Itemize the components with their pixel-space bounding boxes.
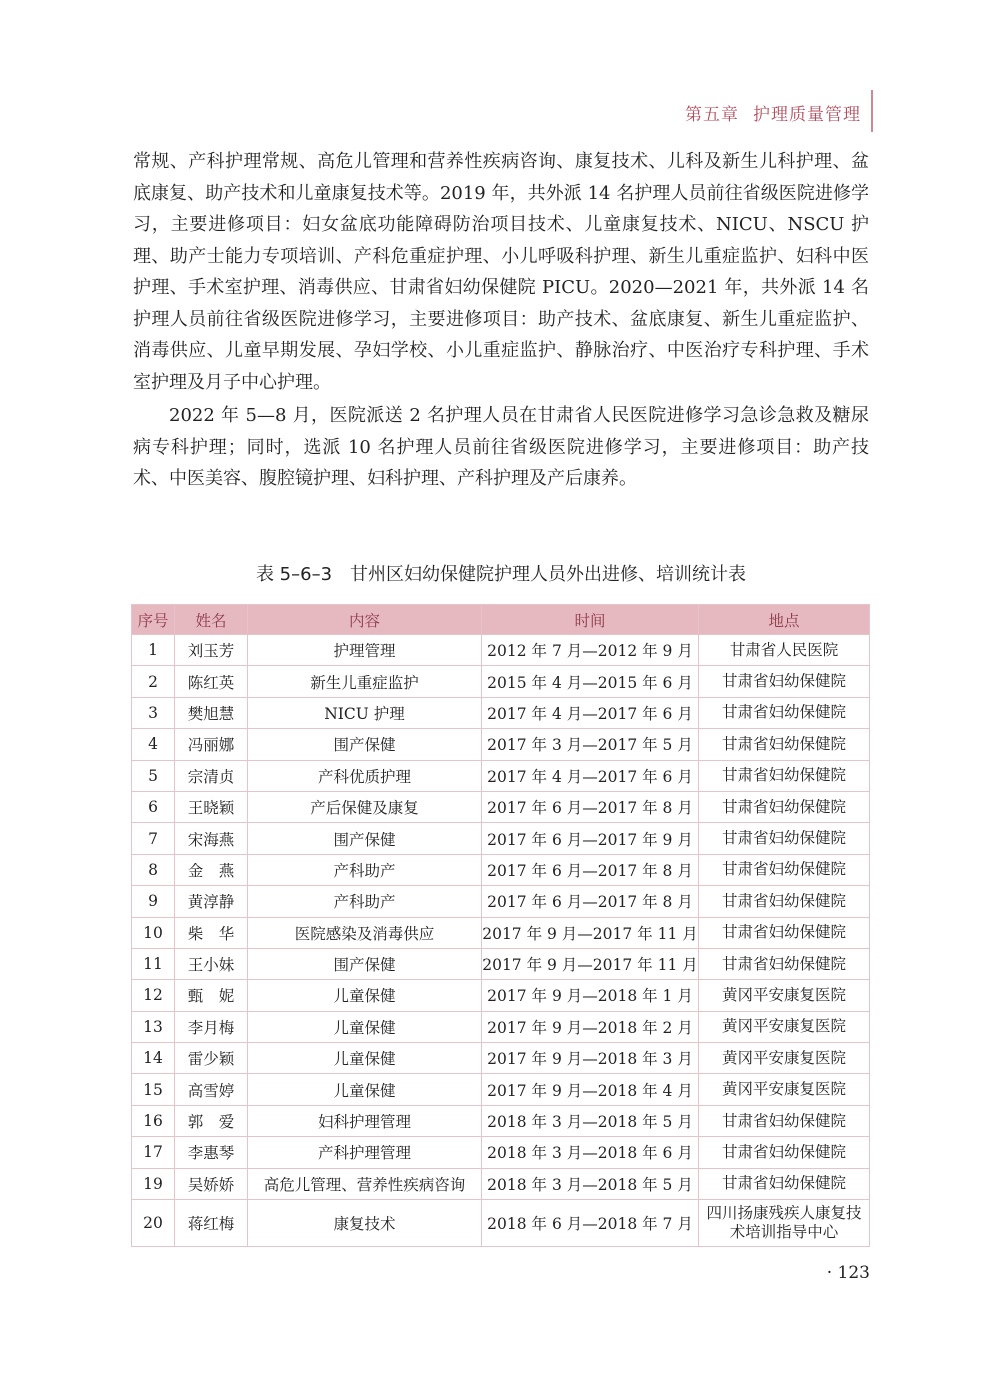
cell-content: 护理管理: [248, 635, 482, 666]
cell-place: 甘肃省妇幼保健院: [699, 760, 870, 791]
chapter-label: 第五章: [685, 105, 739, 125]
cell-name: 金 燕: [175, 854, 248, 885]
cell-no: 3: [132, 697, 175, 728]
cell-content: 围产保健: [248, 948, 482, 979]
cell-content: 高危儿管理、营养性疾病咨询: [248, 1168, 482, 1199]
header-content: 内容: [248, 605, 482, 635]
cell-name: 宗清贞: [175, 760, 248, 791]
cell-time: 2017 年 3 月—2017 年 5 月: [482, 729, 699, 760]
table-caption: [133, 560, 869, 586]
training-table: [131, 604, 870, 1247]
cell-no: 17: [132, 1137, 175, 1168]
cell-place: 甘肃省妇幼保健院: [699, 823, 870, 854]
cell-place: 甘肃省妇幼保健院: [699, 1168, 870, 1199]
table-header-row: [132, 605, 870, 635]
cell-time: 2012 年 7 月—2012 年 9 月: [482, 635, 699, 666]
cell-place: 甘肃省妇幼保健院: [699, 697, 870, 728]
cell-content: 产科护理管理: [248, 1137, 482, 1168]
cell-name: 郭 爱: [175, 1105, 248, 1136]
running-header: [685, 100, 861, 125]
cell-no: 9: [132, 886, 175, 917]
cell-place: 黄冈平安康复医院: [699, 1011, 870, 1042]
cell-time: 2015 年 4 月—2015 年 6 月: [482, 666, 699, 697]
cell-name: 刘玉芳: [175, 635, 248, 666]
cell-content: 妇科护理管理: [248, 1105, 482, 1136]
cell-place: [699, 1200, 870, 1247]
cell-time: 2017 年 6 月—2017 年 9 月: [482, 823, 699, 854]
table-title: 甘州区妇幼保健院护理人员外出进修、培训统计表: [350, 564, 747, 585]
table-row: [132, 760, 870, 791]
header-place: 地点: [699, 605, 870, 635]
table-body: [132, 635, 870, 1247]
cell-no: 13: [132, 1011, 175, 1042]
cell-time: 2017 年 9 月—2018 年 2 月: [482, 1011, 699, 1042]
cell-no: 15: [132, 1074, 175, 1105]
cell-name: 柴 华: [175, 917, 248, 948]
cell-content: 新生儿重症监护: [248, 666, 482, 697]
cell-name: 陈红英: [175, 666, 248, 697]
cell-time: 2017 年 6 月—2017 年 8 月: [482, 791, 699, 822]
cell-place: 甘肃省妇幼保健院: [699, 729, 870, 760]
cell-time: 2017 年 9 月—2018 年 1 月: [482, 980, 699, 1011]
cell-content: 产科优质护理: [248, 760, 482, 791]
cell-time: 2018 年 3 月—2018 年 5 月: [482, 1105, 699, 1136]
cell-name: 王晓颖: [175, 791, 248, 822]
cell-time: 2018 年 6 月—2018 年 7 月: [482, 1200, 699, 1247]
cell-name: 王小妹: [175, 948, 248, 979]
cell-no: 14: [132, 1043, 175, 1074]
cell-time: 2017 年 4 月—2017 年 6 月: [482, 697, 699, 728]
cell-content: 儿童保健: [248, 1011, 482, 1042]
cell-place: 甘肃省妇幼保健院: [699, 1105, 870, 1136]
cell-no: 4: [132, 729, 175, 760]
table-row: [132, 1074, 870, 1105]
cell-place: 黄冈平安康复医院: [699, 1074, 870, 1105]
cell-content: 儿童保健: [248, 1074, 482, 1105]
table-number: 表 5–6–3: [255, 564, 333, 585]
cell-time: 2018 年 3 月—2018 年 5 月: [482, 1168, 699, 1199]
cell-time: 2017 年 4 月—2017 年 6 月: [482, 760, 699, 791]
table-row: [132, 1105, 870, 1136]
cell-no: 10: [132, 917, 175, 948]
cell-content: 产科助产: [248, 886, 482, 917]
cell-content: 医院感染及消毒供应: [248, 917, 482, 948]
cell-name: 高雪婷: [175, 1074, 248, 1105]
paragraph-1: 常规、产科护理常规、高危儿管理和营养性疾病咨询、康复技术、儿科及新生儿科护理、盆底康复、助产技术和儿童康复技术等。2019 年，共外派 14 名护理人员前往省级医院进修学习，主要进修项目：妇女盆底功能障碍防治项目技术、儿童康复技术、NICU、NSCU 护理、助产士能力专项培训、产科危重症护理、小儿呼吸科护理、新生儿重症监护、妇科中医护理、手术室护理、消毒供应、甘肃省妇幼保健院 PICU。2020—2021 年，共外派 14 名护理人员前往省级医院进修学习，主要进修项目：助产技术、盆底康复、新生儿重症监护、消毒供应、儿童早期发展、孕妇学校、小儿重症监护、静脉治疗、中医治疗专科护理、手术室护理及月子中心护理。: [133, 151, 869, 393]
cell-place: 甘肃省妇幼保健院: [699, 854, 870, 885]
cell-no: 2: [132, 666, 175, 697]
cell-no: 8: [132, 854, 175, 885]
table-row: [132, 1200, 870, 1247]
cell-place: 甘肃省妇幼保健院: [699, 791, 870, 822]
cell-name: 雷少颖: [175, 1043, 248, 1074]
table-row: [132, 1168, 870, 1199]
cell-name: 冯丽娜: [175, 729, 248, 760]
body-text: [133, 146, 869, 495]
table-row: [132, 1137, 870, 1168]
paragraph-2: 2022 年 5—8 月，医院派送 2 名护理人员在甘肃省人民医院进修学习急诊急救及糖尿病专科护理；同时，选派 10 名护理人员前往省级医院进修学习，主要进修项目：助产技术、中医美容、腹腔镜护理、妇科护理、产科护理及产后康养。: [133, 405, 869, 489]
cell-no: 5: [132, 760, 175, 791]
cell-content: 产科助产: [248, 854, 482, 885]
table-row: [132, 791, 870, 822]
header-name: 姓名: [175, 605, 248, 635]
cell-place: 甘肃省妇幼保健院: [699, 917, 870, 948]
cell-no: 7: [132, 823, 175, 854]
cell-content: 围产保健: [248, 729, 482, 760]
cell-no: 20: [132, 1200, 175, 1247]
cell-place: 甘肃省妇幼保健院: [699, 948, 870, 979]
cell-place: 黄冈平安康复医院: [699, 980, 870, 1011]
header-time: 时间: [482, 605, 699, 635]
cell-time: 2018 年 3 月—2018 年 6 月: [482, 1137, 699, 1168]
cell-time: 2017 年 9 月—2017 年 11 月: [482, 948, 699, 979]
cell-time: 2017 年 6 月—2017 年 8 月: [482, 886, 699, 917]
cell-name: 樊旭慧: [175, 697, 248, 728]
table-row: [132, 917, 870, 948]
cell-time: 2017 年 9 月—2017 年 11 月: [482, 917, 699, 948]
cell-name: 甄 妮: [175, 980, 248, 1011]
cell-no: 6: [132, 791, 175, 822]
cell-content: 围产保健: [248, 823, 482, 854]
cell-time: 2017 年 9 月—2018 年 4 月: [482, 1074, 699, 1105]
section-label: 护理质量管理: [753, 105, 861, 125]
table-row: [132, 980, 870, 1011]
table-row: [132, 1043, 870, 1074]
cell-name: 黄淳静: [175, 886, 248, 917]
page-number: · 123: [826, 1263, 870, 1283]
table-row: [132, 948, 870, 979]
cell-place: 甘肃省妇幼保健院: [699, 886, 870, 917]
header-divider: [871, 90, 873, 132]
cell-no: 12: [132, 980, 175, 1011]
cell-content: NICU 护理: [248, 697, 482, 728]
cell-place: 甘肃省妇幼保健院: [699, 1137, 870, 1168]
cell-time: 2017 年 6 月—2017 年 8 月: [482, 854, 699, 885]
cell-place: 甘肃省人民医院: [699, 635, 870, 666]
cell-name: 李月梅: [175, 1011, 248, 1042]
cell-place: 甘肃省妇幼保健院: [699, 666, 870, 697]
cell-content: 儿童保健: [248, 980, 482, 1011]
table-row: [132, 729, 870, 760]
table-row: [132, 854, 870, 885]
cell-content: 产后保健及康复: [248, 791, 482, 822]
cell-no: 19: [132, 1168, 175, 1199]
cell-name: 宋海燕: [175, 823, 248, 854]
cell-name: 蒋红梅: [175, 1200, 248, 1247]
table-row: [132, 1011, 870, 1042]
cell-name: 李惠琴: [175, 1137, 248, 1168]
cell-content: 儿童保健: [248, 1043, 482, 1074]
table-row: [132, 635, 870, 666]
cell-no: 11: [132, 948, 175, 979]
cell-no: 16: [132, 1105, 175, 1136]
cell-time: 2017 年 9 月—2018 年 3 月: [482, 1043, 699, 1074]
table-row: [132, 697, 870, 728]
cell-content: 康复技术: [248, 1200, 482, 1247]
table-row: [132, 666, 870, 697]
cell-no: 1: [132, 635, 175, 666]
cell-place-text: 四川扬康残疾人康复技术培训指导中心: [706, 1204, 862, 1242]
header-no: 序号: [132, 605, 175, 635]
table-row: [132, 886, 870, 917]
table-row: [132, 823, 870, 854]
cell-place: 黄冈平安康复医院: [699, 1043, 870, 1074]
cell-name: 吴娇娇: [175, 1168, 248, 1199]
